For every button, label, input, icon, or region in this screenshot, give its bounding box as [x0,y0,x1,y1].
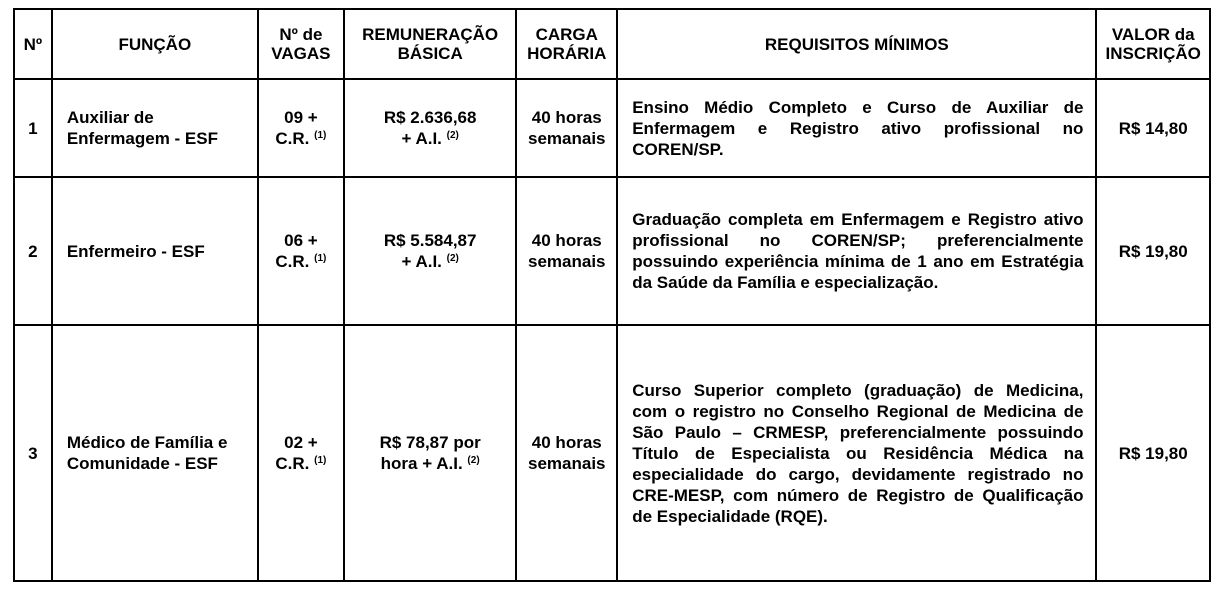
row-remun-line1: R$ 5.584,87 [383,231,477,250]
header-remun-line2: BÁSICA [397,44,463,63]
row-requisitos-text: Graduação completa em Enfermagem e Registro ativo profissional no COREN/SP; preferencialmente possuindo experiência mínima de 1 ano em Estratégia da Saúde da Família e especialização. [632,210,1084,292]
row-funcao [52,177,258,325]
row-remun-line2: hora + A.I. [380,454,463,473]
header-remuneracao [344,9,516,79]
table-row [14,79,1210,177]
row-vagas [258,325,344,581]
row-remun-line2: + A.I. [401,129,442,148]
row-valor-value: R$ 19,80 [1118,443,1188,463]
row-carga-line1: 40 horas [531,108,602,127]
row-remuneracao [344,79,516,177]
header-valor [1096,9,1210,79]
header-vagas [258,9,344,79]
table-row [14,177,1210,325]
footnote-marker: (1) [314,130,327,141]
row-vagas-line2: C.R. [275,129,310,148]
row-num-value: 3 [28,443,38,463]
header-vagas-line1: Nº de [279,25,323,44]
row-requisitos-text: Curso Superior completo (graduação) de Medicina, com o registro no Conselho Regional de Medicina de São Paulo – CRMESP, preferencialmente possuindo Título de Especialista ou Residência Médica na especialidade do cargo, devidamente registrado no CRE-MESP, com número de Registro de Qualificação de Especialidade (RQE). [632,380,1084,526]
row-num-value: 1 [28,118,38,138]
header-funcao-label: FUNÇÃO [118,34,192,54]
footnote-marker: (1) [314,455,327,466]
row-remun-line1: R$ 2.636,68 [383,108,477,127]
row-num [14,325,52,581]
vacancy-table-container [13,8,1211,582]
row-valor-value: R$ 14,80 [1118,118,1188,138]
row-valor-value: R$ 19,80 [1118,241,1188,261]
header-vagas-line2: VAGAS [271,44,331,63]
row-valor [1096,79,1210,177]
footnote-marker: (2) [467,455,480,466]
row-carga [516,177,617,325]
row-funcao [52,79,258,177]
row-funcao [52,325,258,581]
footnote-marker: (1) [314,253,327,264]
row-carga-line2: semanais [528,252,606,271]
row-requisitos [617,325,1096,581]
row-funcao-line2: Comunidade - ESF [66,454,218,473]
row-funcao-line1: Auxiliar de [66,108,154,127]
row-remuneracao [344,325,516,581]
row-vagas [258,177,344,325]
row-num [14,177,52,325]
row-carga-line1: 40 horas [531,433,602,452]
header-num-label: Nº [23,34,43,54]
header-valor-line2: INSCRIÇÃO [1105,44,1201,63]
row-requisitos-text: Ensino Médio Completo e Curso de Auxiliar de Enfermagem e Registro ativo profissional no COREN/SP. [632,97,1084,159]
row-carga-line2: semanais [528,129,606,148]
vacancy-table [13,8,1211,582]
header-row [14,9,1210,79]
header-valor-line1: VALOR da [1111,25,1195,44]
row-vagas [258,79,344,177]
row-num [14,79,52,177]
row-funcao-line1: Enfermeiro - ESF [66,241,205,261]
header-requisitos-label: REQUISITOS MÍNIMOS [764,34,949,54]
header-funcao [52,9,258,79]
header-requisitos [617,9,1096,79]
row-requisitos [617,79,1096,177]
row-funcao-line1: Médico de Família e [66,433,228,452]
row-remuneracao [344,177,516,325]
header-carga-line1: CARGA [535,25,598,44]
footnote-marker: (2) [446,253,459,264]
header-num [14,9,52,79]
row-remun-line2: + A.I. [401,252,442,271]
row-requisitos [617,177,1096,325]
row-vagas-line2: C.R. [275,252,310,271]
row-num-value: 2 [28,241,38,261]
row-vagas-line1: 06 + [284,231,318,250]
row-carga-line2: semanais [528,454,606,473]
row-vagas-line2: C.R. [275,454,310,473]
row-funcao-line2: Enfermagem - ESF [66,129,218,148]
row-remun-line1: R$ 78,87 por [379,433,481,452]
row-vagas-line1: 02 + [284,433,318,452]
header-remun-line1: REMUNERAÇÃO [362,25,499,44]
row-valor [1096,325,1210,581]
row-carga-line1: 40 horas [531,231,602,250]
header-carga [516,9,617,79]
row-carga [516,79,617,177]
header-carga-line2: HORÁRIA [527,44,607,63]
table-row [14,325,1210,581]
footnote-marker: (2) [446,130,459,141]
row-vagas-line1: 09 + [284,108,318,127]
row-carga [516,325,617,581]
row-valor [1096,177,1210,325]
